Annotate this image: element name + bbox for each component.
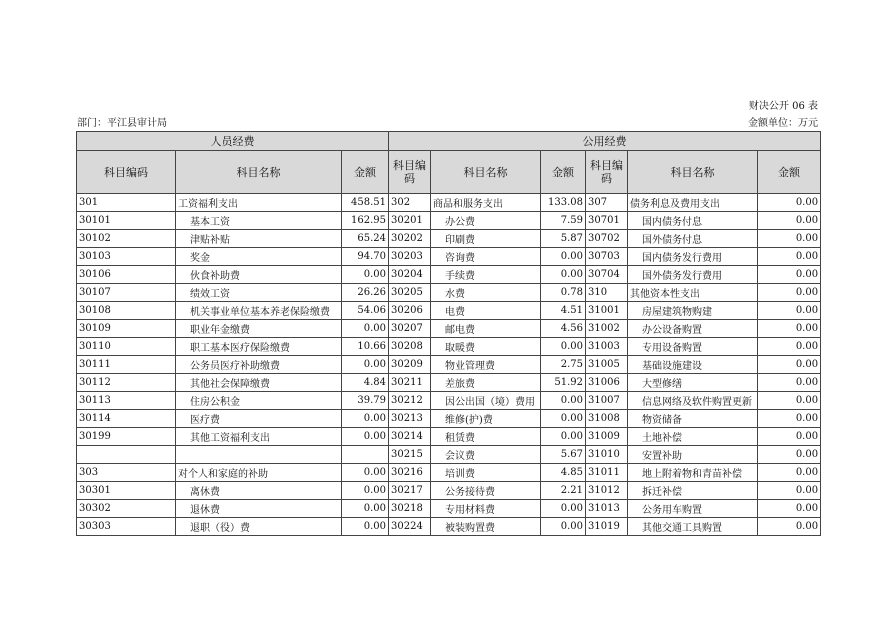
col-header-amount: 金额 bbox=[342, 151, 389, 194]
cell-code bbox=[77, 446, 176, 464]
cell-amount: 0.00 bbox=[541, 392, 586, 410]
expenditure-table bbox=[76, 131, 821, 536]
table-row bbox=[77, 338, 821, 356]
cell-name: 被装购置费 bbox=[431, 518, 541, 536]
section-public: 公用经费 bbox=[389, 132, 821, 151]
cell-amount: 0.00 bbox=[758, 194, 821, 212]
cell-code: 30303 bbox=[77, 518, 176, 536]
cell-name: 房屋建筑物购建 bbox=[628, 302, 758, 320]
cell-code: 31010 bbox=[586, 446, 628, 464]
cell-code: 30113 bbox=[77, 392, 176, 410]
cell-name: 国内债务付息 bbox=[628, 212, 758, 230]
cell-name: 债务利息及费用支出 bbox=[628, 194, 758, 212]
cell-amount: 0.00 bbox=[758, 374, 821, 392]
cell-name: 取暖费 bbox=[431, 338, 541, 356]
cell-name: 伙食补助费 bbox=[176, 266, 342, 284]
cell-name: 信息网络及软件购置更新 bbox=[628, 392, 758, 410]
cell-name: 土地补偿 bbox=[628, 428, 758, 446]
cell-amount: 0.00 bbox=[758, 482, 821, 500]
table-row bbox=[77, 410, 821, 428]
cell-amount: 0.00 bbox=[342, 500, 389, 518]
cell-amount: 458.51 bbox=[342, 194, 389, 212]
cell-amount: 0.00 bbox=[758, 320, 821, 338]
cell-amount: 54.06 bbox=[342, 302, 389, 320]
cell-name: 国外债务付息 bbox=[628, 230, 758, 248]
cell-code: 30202 bbox=[389, 230, 431, 248]
cell-code: 30205 bbox=[389, 284, 431, 302]
cell-name: 基础设施建设 bbox=[628, 356, 758, 374]
cell-code: 30204 bbox=[389, 266, 431, 284]
cell-amount: 0.78 bbox=[541, 284, 586, 302]
cell-code: 30224 bbox=[389, 518, 431, 536]
cell-code: 30211 bbox=[389, 374, 431, 392]
cell-code: 31012 bbox=[586, 482, 628, 500]
cell-code: 30209 bbox=[389, 356, 431, 374]
table-row bbox=[77, 428, 821, 446]
cell-name: 差旅费 bbox=[431, 374, 541, 392]
col-header-name: 科目名称 bbox=[176, 151, 342, 194]
cell-code: 31013 bbox=[586, 500, 628, 518]
cell-code: 30203 bbox=[389, 248, 431, 266]
cell-name: 咨询费 bbox=[431, 248, 541, 266]
cell-amount: 39.79 bbox=[342, 392, 389, 410]
cell-name: 拆迁补偿 bbox=[628, 482, 758, 500]
cell-name: 因公出国（境）费用 bbox=[431, 392, 541, 410]
cell-name: 专用设备购置 bbox=[628, 338, 758, 356]
cell-amount: 0.00 bbox=[541, 338, 586, 356]
cell-amount: 0.00 bbox=[758, 356, 821, 374]
cell-code: 30111 bbox=[77, 356, 176, 374]
cell-name: 印刷费 bbox=[431, 230, 541, 248]
cell-code: 30701 bbox=[586, 212, 628, 230]
cell-amount: 0.00 bbox=[342, 410, 389, 428]
cell-code: 30107 bbox=[77, 284, 176, 302]
table-row bbox=[77, 446, 821, 464]
table-row bbox=[77, 320, 821, 338]
col-header-name: 科目名称 bbox=[628, 151, 758, 194]
cell-amount: 0.00 bbox=[541, 500, 586, 518]
cell-name: 退职（役）费 bbox=[176, 518, 342, 536]
cell-code: 31002 bbox=[586, 320, 628, 338]
cell-code: 30101 bbox=[77, 212, 176, 230]
cell-amount: 5.67 bbox=[541, 446, 586, 464]
cell-amount: 0.00 bbox=[758, 392, 821, 410]
cell-amount: 5.87 bbox=[541, 230, 586, 248]
table-row bbox=[77, 212, 821, 230]
cell-code: 30213 bbox=[389, 410, 431, 428]
cell-code: 31003 bbox=[586, 338, 628, 356]
cell-code: 302 bbox=[389, 194, 431, 212]
cell-code: 30103 bbox=[77, 248, 176, 266]
cell-code: 30201 bbox=[389, 212, 431, 230]
cell-name: 地上附着物和青苗补偿 bbox=[628, 464, 758, 482]
cell-name: 津贴补贴 bbox=[176, 230, 342, 248]
col-header-amount: 金额 bbox=[541, 151, 586, 194]
cell-code: 30208 bbox=[389, 338, 431, 356]
cell-amount: 10.66 bbox=[342, 338, 389, 356]
cell-code: 30702 bbox=[586, 230, 628, 248]
cell-code: 301 bbox=[77, 194, 176, 212]
cell-name: 职工基本医疗保险缴费 bbox=[176, 338, 342, 356]
cell-name: 其他工资福利支出 bbox=[176, 428, 342, 446]
cell-amount: 0.00 bbox=[342, 518, 389, 536]
cell-amount: 133.08 bbox=[541, 194, 586, 212]
table-row bbox=[77, 374, 821, 392]
table-row bbox=[77, 392, 821, 410]
cell-amount: 0.00 bbox=[758, 518, 821, 536]
cell-name: 商品和服务支出 bbox=[431, 194, 541, 212]
cell-code: 30301 bbox=[77, 482, 176, 500]
cell-name: 其他资本性支出 bbox=[628, 284, 758, 302]
cell-code: 31011 bbox=[586, 464, 628, 482]
table-row bbox=[77, 464, 821, 482]
cell-code: 30109 bbox=[77, 320, 176, 338]
amount-unit-label: 金额单位：万元 bbox=[748, 118, 818, 129]
cell-amount bbox=[342, 446, 389, 464]
cell-code: 30102 bbox=[77, 230, 176, 248]
cell-amount: 0.00 bbox=[342, 356, 389, 374]
table-row bbox=[77, 248, 821, 266]
cell-name: 大型修缮 bbox=[628, 374, 758, 392]
cell-amount: 0.00 bbox=[342, 482, 389, 500]
section-personnel: 人员经费 bbox=[77, 132, 389, 151]
cell-amount: 0.00 bbox=[342, 320, 389, 338]
cell-amount: 0.00 bbox=[541, 248, 586, 266]
cell-code: 30217 bbox=[389, 482, 431, 500]
table-row bbox=[77, 194, 821, 212]
cell-amount: 162.95 bbox=[342, 212, 389, 230]
form-number: 财决公开 06 表 bbox=[748, 101, 818, 112]
cell-amount: 0.00 bbox=[758, 248, 821, 266]
cell-name: 退休费 bbox=[176, 500, 342, 518]
cell-code: 30207 bbox=[389, 320, 431, 338]
cell-name: 公务用车购置 bbox=[628, 500, 758, 518]
cell-name: 公务接待费 bbox=[431, 482, 541, 500]
cell-code: 31006 bbox=[586, 374, 628, 392]
cell-amount: 94.70 bbox=[342, 248, 389, 266]
cell-code: 30206 bbox=[389, 302, 431, 320]
cell-name: 其他交通工具购置 bbox=[628, 518, 758, 536]
table-row bbox=[77, 284, 821, 302]
cell-name: 离休费 bbox=[176, 482, 342, 500]
col-header-code: 科目编码 bbox=[77, 151, 176, 194]
cell-amount: 4.85 bbox=[541, 464, 586, 482]
cell-amount: 0.00 bbox=[758, 212, 821, 230]
cell-amount: 0.00 bbox=[541, 410, 586, 428]
cell-name: 维修(护)费 bbox=[431, 410, 541, 428]
cell-name: 对个人和家庭的补助 bbox=[176, 464, 342, 482]
cell-code: 31005 bbox=[586, 356, 628, 374]
cell-name: 办公费 bbox=[431, 212, 541, 230]
cell-name: 公务员医疗补助缴费 bbox=[176, 356, 342, 374]
cell-code: 30216 bbox=[389, 464, 431, 482]
cell-amount: 0.00 bbox=[758, 266, 821, 284]
cell-name: 其他社会保障缴费 bbox=[176, 374, 342, 392]
cell-name: 会议费 bbox=[431, 446, 541, 464]
cell-amount: 0.00 bbox=[758, 230, 821, 248]
cell-amount: 51.92 bbox=[541, 374, 586, 392]
table-row bbox=[77, 356, 821, 374]
cell-code: 310 bbox=[586, 284, 628, 302]
cell-name: 工资福利支出 bbox=[176, 194, 342, 212]
table-row bbox=[77, 500, 821, 518]
cell-code: 31007 bbox=[586, 392, 628, 410]
cell-amount: 0.00 bbox=[342, 266, 389, 284]
cell-code: 31001 bbox=[586, 302, 628, 320]
table-row bbox=[77, 230, 821, 248]
cell-code: 303 bbox=[77, 464, 176, 482]
department-label: 部门：平江县审计局 bbox=[77, 118, 167, 129]
cell-amount: 2.75 bbox=[541, 356, 586, 374]
cell-code: 30218 bbox=[389, 500, 431, 518]
cell-code: 30199 bbox=[77, 428, 176, 446]
cell-amount: 0.00 bbox=[758, 302, 821, 320]
cell-name: 物资储备 bbox=[628, 410, 758, 428]
cell-code: 31019 bbox=[586, 518, 628, 536]
cell-amount: 2.21 bbox=[541, 482, 586, 500]
cell-amount: 7.59 bbox=[541, 212, 586, 230]
cell-name: 绩效工资 bbox=[176, 284, 342, 302]
col-header-name: 科目名称 bbox=[431, 151, 541, 194]
cell-name: 水费 bbox=[431, 284, 541, 302]
col-header-code: 科目编 码 bbox=[586, 151, 628, 194]
cell-amount: 0.00 bbox=[541, 266, 586, 284]
table-row bbox=[77, 266, 821, 284]
cell-name: 电费 bbox=[431, 302, 541, 320]
cell-name: 职业年金缴费 bbox=[176, 320, 342, 338]
cell-amount: 0.00 bbox=[758, 284, 821, 302]
cell-code: 30214 bbox=[389, 428, 431, 446]
table-row bbox=[77, 302, 821, 320]
cell-amount: 0.00 bbox=[758, 446, 821, 464]
cell-code: 30112 bbox=[77, 374, 176, 392]
cell-name: 医疗费 bbox=[176, 410, 342, 428]
cell-name: 国外债务发行费用 bbox=[628, 266, 758, 284]
cell-name bbox=[176, 446, 342, 464]
cell-amount: 65.24 bbox=[342, 230, 389, 248]
cell-code: 30703 bbox=[586, 248, 628, 266]
cell-amount: 0.00 bbox=[758, 410, 821, 428]
cell-amount: 4.84 bbox=[342, 374, 389, 392]
cell-code: 30108 bbox=[77, 302, 176, 320]
cell-code: 30215 bbox=[389, 446, 431, 464]
cell-code: 30114 bbox=[77, 410, 176, 428]
cell-name: 租赁费 bbox=[431, 428, 541, 446]
cell-name: 手续费 bbox=[431, 266, 541, 284]
cell-amount: 0.00 bbox=[541, 428, 586, 446]
cell-name: 培训费 bbox=[431, 464, 541, 482]
cell-amount: 4.51 bbox=[541, 302, 586, 320]
cell-code: 30110 bbox=[77, 338, 176, 356]
cell-code: 30302 bbox=[77, 500, 176, 518]
cell-name: 物业管理费 bbox=[431, 356, 541, 374]
cell-code: 31009 bbox=[586, 428, 628, 446]
cell-code: 30212 bbox=[389, 392, 431, 410]
cell-amount: 26.26 bbox=[342, 284, 389, 302]
cell-amount: 0.00 bbox=[758, 338, 821, 356]
cell-name: 奖金 bbox=[176, 248, 342, 266]
col-header-amount: 金额 bbox=[758, 151, 821, 194]
cell-amount: 4.56 bbox=[541, 320, 586, 338]
cell-name: 邮电费 bbox=[431, 320, 541, 338]
table-row bbox=[77, 518, 821, 536]
cell-code: 30106 bbox=[77, 266, 176, 284]
cell-amount: 0.00 bbox=[342, 428, 389, 446]
cell-code: 31008 bbox=[586, 410, 628, 428]
cell-code: 307 bbox=[586, 194, 628, 212]
cell-amount: 0.00 bbox=[758, 428, 821, 446]
cell-amount: 0.00 bbox=[758, 500, 821, 518]
cell-name: 国内债务发行费用 bbox=[628, 248, 758, 266]
cell-amount: 0.00 bbox=[541, 518, 586, 536]
cell-name: 专用材料费 bbox=[431, 500, 541, 518]
cell-amount: 0.00 bbox=[758, 464, 821, 482]
cell-code: 30704 bbox=[586, 266, 628, 284]
cell-amount: 0.00 bbox=[342, 464, 389, 482]
cell-name: 办公设备购置 bbox=[628, 320, 758, 338]
cell-name: 基本工资 bbox=[176, 212, 342, 230]
col-header-code: 科目编 码 bbox=[389, 151, 431, 194]
cell-name: 住房公积金 bbox=[176, 392, 342, 410]
table-row bbox=[77, 482, 821, 500]
cell-name: 机关事业单位基本养老保险缴费 bbox=[176, 302, 342, 320]
cell-name: 安置补助 bbox=[628, 446, 758, 464]
